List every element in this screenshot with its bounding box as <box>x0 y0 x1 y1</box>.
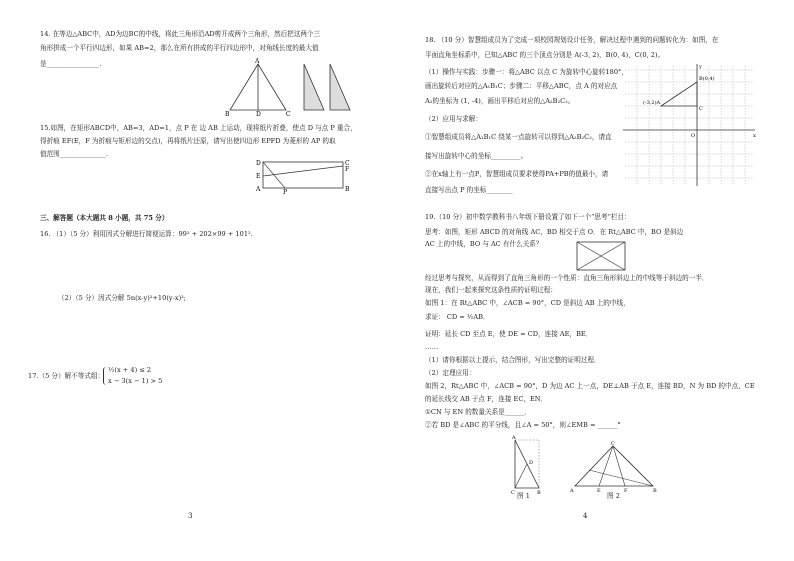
q18-line9: ②在x轴上有一点P，智慧组成员要求使得PA+PB的值最小，请 <box>425 170 609 178</box>
svg-text:F: F <box>345 166 350 173</box>
q19-line10: （1）请你根据以上提示，结合图形，写出完整的证明过程． <box>425 356 601 364</box>
q18-line5: A₂的坐标为 (1, -4)，画出平移后对应的△A₂B₂C₂。 <box>425 97 575 105</box>
q14-triangle-figures <box>220 58 360 118</box>
svg-text:D: D <box>256 111 261 118</box>
svg-text:y: y <box>699 64 702 70</box>
q19-line9: …… <box>425 343 439 351</box>
q14-line1: 14. 在等边△ABC中，AD为边BC的中线，将此三角形沿AD剪开成两个三角形，然后把这两个三 <box>40 30 321 38</box>
q15-line3: 值范围______________. <box>40 150 109 158</box>
svg-text:(-3,2)A: (-3,2)A <box>643 100 661 106</box>
q19-line15: ②若 BD 是∠ABC 的平分线，且∠A = 50°，则∠EMB = ______° <box>425 421 621 429</box>
figure-1-caption: 图 1 <box>517 492 530 500</box>
svg-text:C: C <box>511 490 515 496</box>
q18-line3: （1）操作与实践：步骤一：将△ABC 以点 C 为旋转中心旋转180°， <box>425 68 628 76</box>
q17-inequality-1: ½(x + 4) ≤ 2 <box>108 366 152 374</box>
svg-text:D: D <box>256 160 261 167</box>
page-number-right: 4 <box>583 512 588 520</box>
q18-coordinate-grid <box>619 60 759 190</box>
svg-text:A: A <box>512 435 516 441</box>
page-number-left: 3 <box>188 512 193 520</box>
svg-text:B: B <box>537 490 541 496</box>
q18-line6: （2）应用与求解： <box>425 115 482 123</box>
svg-text:x: x <box>753 133 756 139</box>
q14-line2: 角形拼成一个平行四边形，如果 AB=2，那么在所有拼成的平行四边形中，对角线长度的最大值 <box>40 44 319 52</box>
svg-text:E: E <box>256 173 261 180</box>
q19-line5: 现在，我们一起来探究这条性质的证明过程： <box>425 286 557 294</box>
q19-figure-2 <box>569 440 659 496</box>
q19-line2: 思考：如图，矩形 ABCD 的对角线 AC，BD 相交于点 O．在 Rt△ABC 中，BO 是斜边 <box>425 228 684 236</box>
svg-text:B: B <box>225 111 230 118</box>
svg-text:C: C <box>286 111 291 118</box>
svg-text:A: A <box>256 186 261 193</box>
q15-line2: 得折痕 EF(E，F 为折痕与矩形边的交点)，再将纸片还原，请写出使四边形 EPFD 为菱形的 AP 的取 <box>40 137 336 145</box>
q19-line1: 19.（10 分）初中数学教科书八年级下册设置了如下一个“思考”栏目： <box>425 213 631 221</box>
svg-text:B(0,4): B(0,4) <box>699 76 715 82</box>
q19-line3: AC 上的中线，BO 与 AC 有什么关系？ <box>425 240 543 248</box>
q19-line14: ①CN 与 EN 的数量关系是______． <box>425 408 532 416</box>
q17-inequality-2: x − 3(x − 1) > 5 <box>108 377 163 385</box>
svg-text:C: C <box>611 441 615 447</box>
q19-line13: 的延长线交 AB 于点 F，连接 EC，EN． <box>425 395 548 403</box>
q18-line10: 直接写出点 P 的坐标________ <box>425 186 513 194</box>
q19-line7: 求证： CD = ½AB． <box>425 313 490 321</box>
svg-text:A: A <box>570 488 574 494</box>
q18-line1: 18. （10 分）智慧组成员为了完成一项校园规划设计任务，解决过程中遇到的问题转化为：如图，在 <box>425 36 719 44</box>
svg-text:C: C <box>345 160 350 167</box>
q18-line2: 平面直角坐标系中，已知△ABC 的三个顶点分别是 A(-3, 2)，B(0, 4)，C(0, 2)。 <box>425 51 665 59</box>
q19-rectangle-figure <box>573 238 633 278</box>
figure-2-caption: 图 2 <box>607 492 620 500</box>
q14-line3: 是________________. <box>40 60 102 68</box>
q18-line4: 画出旋转后对应的△A₁B₁C；步骤二：平移△ABC，点 A 的对应点 <box>425 82 618 90</box>
q15-rectangle-figure <box>255 158 355 194</box>
q15-line1: 15.如图，在矩形ABCD中，AB=3，AD=1，点 P 在 边 AB 上运动，现将纸片折叠，使点 D 与点 P 重合， <box>40 124 357 132</box>
section-3-heading: 三、解答题（本大题共 8 小题，共 75 分） <box>40 214 169 222</box>
svg-text:B: B <box>653 488 657 494</box>
q16-part2: （2）（5 分）因式分解 5n(x-y)²+10(y-x)²; <box>58 294 187 302</box>
q17-label: 17.（5 分）解不等式组： <box>28 372 105 380</box>
svg-text:E: E <box>597 488 601 494</box>
svg-text:F: F <box>624 488 628 494</box>
q19-line11: （2）定理应用： <box>425 369 476 377</box>
svg-text:B: B <box>345 186 350 193</box>
q19-figure-1 <box>509 434 549 496</box>
svg-text:P: P <box>283 189 288 196</box>
svg-text:D: D <box>529 460 534 466</box>
svg-text:A: A <box>255 58 260 65</box>
q16-part1: 16. （1）（5 分）利用因式分解进行简便运算：99² + 202×99 + 101². <box>40 230 253 238</box>
q18-line7: ①智慧组成员将△A₁B₁C 绕某一点旋转可以得到△A₂B₂C₂，请直 <box>425 133 612 141</box>
svg-text:C: C <box>699 106 703 112</box>
q19-line8: 证明：延长 CD 至点 E，使 DE = CD，连接 AE，BE． <box>425 330 593 338</box>
q18-line8: 接写出旋转中心的坐标_________。 <box>425 152 528 160</box>
q19-line4: 经过思考与探究，从而得到了直角三角形的一个性质：直角三角形斜边上的中线等于斜边的一半． <box>425 274 709 282</box>
svg-text:O: O <box>691 133 696 139</box>
q19-line12: 如图 2，Rt△ABC 中，∠ACB = 90°，D 为边 AC 上一点，DE⊥AB 于点 E，连接 BD，N 为 BD 的中点，CE <box>425 382 755 390</box>
right-page <box>397 0 794 561</box>
q19-line6: 如图 1：在 Rt△ABC 中，∠ACB = 90°，CD 是斜边 AB 上的中线， <box>425 299 630 307</box>
